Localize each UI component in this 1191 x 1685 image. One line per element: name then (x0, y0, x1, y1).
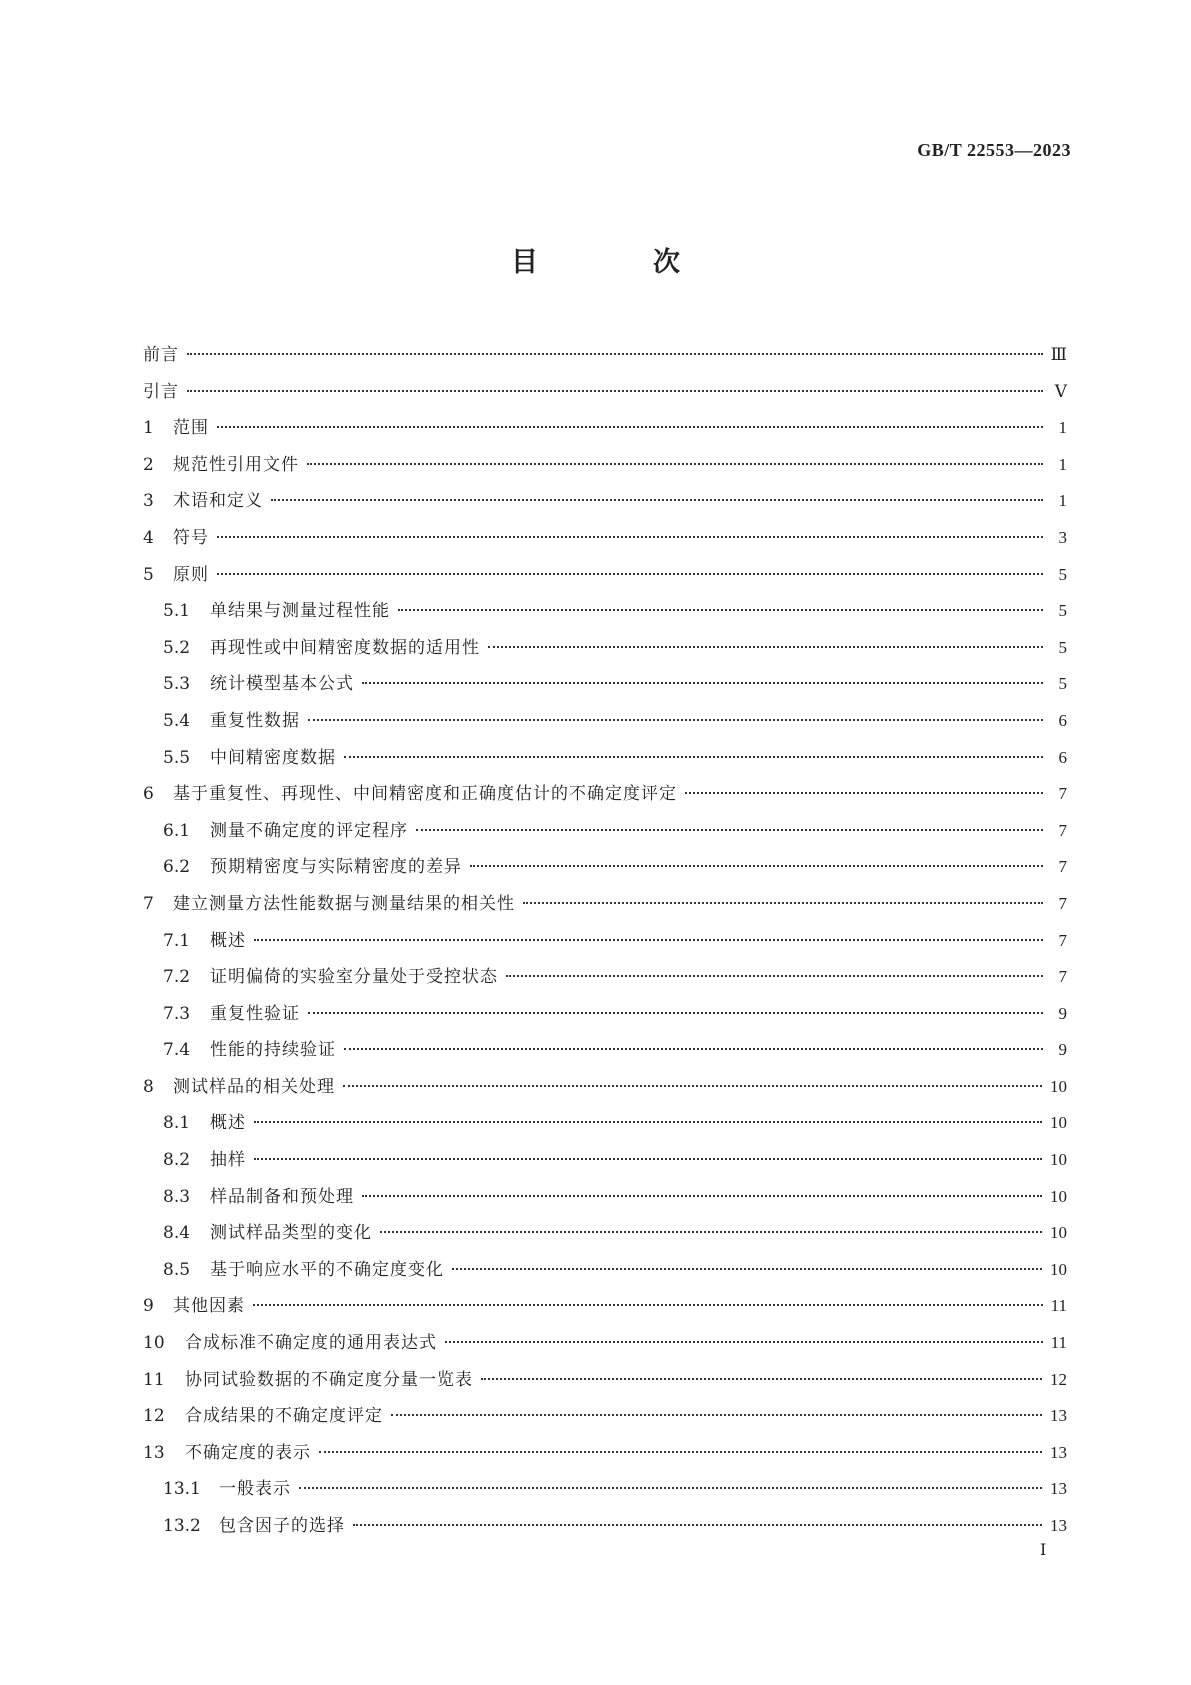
toc-entry-label: 其他因素 (173, 1296, 245, 1317)
toc-entry[interactable] (143, 1365, 1067, 1402)
toc-entry-label: 基于响应水平的不确定度变化 (210, 1259, 444, 1280)
toc-entry-label: 术语和定义 (173, 491, 263, 512)
toc-entry-label: 证明偏倚的实验室分量处于受控状态 (210, 967, 498, 988)
toc-entry[interactable] (143, 1218, 1067, 1255)
toc-entry-number: 6.1 (163, 820, 191, 841)
toc-entry-page: 5 (1058, 564, 1067, 584)
toc-entry[interactable] (143, 377, 1067, 414)
toc-entry[interactable] (143, 1474, 1067, 1511)
toc-leader-dots (481, 1378, 1042, 1380)
toc-entry-number: 4 (143, 527, 154, 548)
toc-entry[interactable] (143, 413, 1067, 450)
toc-entry[interactable] (143, 1145, 1067, 1182)
toc-entry-number: 11 (143, 1369, 165, 1390)
toc-entry[interactable] (143, 962, 1067, 999)
toc-leader-dots (271, 499, 1043, 501)
toc-entry-page: 6 (1058, 710, 1067, 730)
standard-code: GB/T 22553—2023 (917, 140, 1071, 160)
toc-entry-number: 12 (143, 1406, 165, 1427)
toc-entry-label: 包含因子的选择 (219, 1516, 345, 1536)
toc-entry-page: 10 (1050, 1259, 1067, 1279)
toc-entry-label: 中间精密度数据 (210, 747, 336, 768)
toc-entry-page: 5 (1058, 637, 1067, 657)
toc-entry-page: 13 (1050, 1516, 1067, 1535)
toc-entry-label: 重复性验证 (210, 1003, 300, 1024)
toc-leader-dots (391, 1414, 1042, 1416)
toc-leader-dots (362, 1195, 1042, 1197)
toc-entry-number: 13.2 (163, 1516, 201, 1536)
toc-entry[interactable] (143, 523, 1067, 560)
toc-entry[interactable] (143, 1511, 1067, 1548)
toc-entry-page: 13 (1050, 1479, 1067, 1499)
toc-entry[interactable] (143, 1108, 1067, 1145)
toc-entry-number: 8.1 (163, 1113, 191, 1134)
toc-leader-dots (253, 1304, 1043, 1306)
toc-entry[interactable] (143, 816, 1067, 853)
toc-entry-page: 7 (1058, 784, 1067, 804)
toc-entry-page: 11 (1050, 1333, 1067, 1353)
toc-entry-label: 重复性数据 (210, 710, 300, 731)
toc-entry-number: 5.3 (163, 674, 191, 695)
toc-entry-number: 2 (143, 454, 154, 475)
toc-entry-number: 8.3 (163, 1186, 191, 1207)
toc-entry-label: 原则 (173, 564, 209, 585)
toc-leader-dots (353, 1524, 1042, 1526)
toc-entry[interactable] (143, 596, 1067, 633)
toc-entry-page: 7 (1058, 820, 1067, 840)
toc-entry-label: 符号 (173, 527, 209, 548)
toc-leader-dots (187, 390, 1043, 392)
toc-entry-page: 10 (1050, 1076, 1067, 1096)
toc-entry[interactable] (143, 1072, 1067, 1109)
toc-entry[interactable] (143, 1255, 1067, 1292)
toc-entry-page: 7 (1058, 930, 1067, 950)
toc-entry-page: 12 (1050, 1369, 1067, 1389)
toc-entry-number: 1 (143, 418, 154, 439)
toc-leader-dots (187, 353, 1043, 355)
toc-leader-dots (470, 865, 1043, 867)
toc-leader-dots (380, 1231, 1042, 1233)
toc-entry-label: 统计模型基本公式 (210, 674, 354, 695)
toc-entry-label: 不确定度的表示 (185, 1442, 311, 1463)
toc-entry-page: 7 (1058, 893, 1067, 913)
toc-entry[interactable] (143, 1401, 1067, 1438)
toc-entry-page: 10 (1050, 1223, 1067, 1243)
toc-entry-label: 抽样 (210, 1150, 246, 1171)
toc-entry-number: 8.2 (163, 1150, 191, 1171)
toc-entry-number: 7 (143, 893, 154, 914)
toc-entry-page: 6 (1058, 747, 1067, 767)
toc-leader-dots (362, 682, 1043, 684)
toc-entry[interactable] (143, 633, 1067, 670)
toc-entry[interactable] (143, 1182, 1067, 1219)
toc-entry-number: 7.2 (163, 967, 191, 988)
toc-leader-dots (217, 573, 1043, 575)
toc-entry[interactable] (143, 340, 1067, 377)
toc-leader-dots (344, 756, 1043, 758)
toc-entry-label: 范围 (173, 418, 209, 439)
toc-entry[interactable] (143, 1438, 1067, 1475)
toc-entry-number: 7.3 (163, 1003, 191, 1024)
toc-leader-dots (308, 719, 1043, 721)
toc-entry-number: 8.4 (163, 1223, 191, 1244)
toc-entry-label: 一般表示 (219, 1479, 291, 1500)
toc-leader-dots (488, 646, 1043, 648)
toc-leader-dots (343, 1085, 1042, 1087)
toc-entry-label: 再现性或中间精密度数据的适用性 (210, 637, 480, 658)
toc-leader-dots (308, 1012, 1043, 1014)
toc-entry[interactable] (143, 486, 1067, 523)
toc-leader-dots (217, 426, 1043, 428)
toc-entry-page: 3 (1058, 527, 1067, 547)
toc-entry[interactable] (143, 779, 1067, 816)
toc-entry-label: 预期精密度与实际精密度的差异 (210, 857, 462, 878)
toc-entry-page: Ⅲ (1050, 345, 1067, 364)
toc-entry-number: 13.1 (163, 1479, 201, 1500)
toc-entry-page: 7 (1058, 857, 1067, 877)
toc-entry-label: 概述 (210, 1113, 246, 1134)
toc-entry-number: 5.4 (163, 710, 191, 731)
toc-leader-dots (685, 792, 1043, 794)
toc-entry[interactable] (143, 706, 1067, 743)
toc-entry-label: 合成结果的不确定度评定 (185, 1406, 383, 1427)
toc-entry-number: 5 (143, 564, 154, 585)
toc-entry-number: 13 (143, 1442, 165, 1463)
toc-entry[interactable] (143, 743, 1067, 780)
toc-entry-label: 协同试验数据的不确定度分量一览表 (185, 1369, 473, 1390)
toc-entry-page: 5 (1058, 674, 1067, 694)
toc-entry-number: 5.1 (163, 601, 191, 622)
toc-entry-label: 建立测量方法性能数据与测量结果的相关性 (173, 893, 515, 914)
toc-leader-dots (254, 939, 1043, 941)
toc-leader-dots (254, 1121, 1042, 1123)
toc-entry-number: 8 (143, 1076, 154, 1097)
page-number: Ⅰ (1040, 1542, 1047, 1559)
toc-entry[interactable] (143, 450, 1067, 487)
toc-leader-dots (319, 1451, 1042, 1453)
table-of-contents (143, 340, 1067, 1548)
toc-entry[interactable] (143, 999, 1067, 1036)
toc-leader-dots (299, 1487, 1042, 1489)
toc-entry-page: 13 (1050, 1442, 1067, 1462)
toc-entry-label: 测试样品类型的变化 (210, 1223, 372, 1244)
toc-entry-page: 1 (1058, 454, 1067, 474)
toc-leader-dots (398, 609, 1043, 611)
toc-entry[interactable] (143, 669, 1067, 706)
toc-entry-number: 6.2 (163, 857, 191, 878)
toc-entry-number: 5.5 (163, 747, 191, 768)
toc-entry-label: 样品制备和预处理 (210, 1186, 354, 1207)
toc-entry-label: 引言 (143, 381, 179, 402)
toc-entry[interactable] (143, 1328, 1067, 1365)
toc-entry-page: 13 (1050, 1406, 1067, 1426)
toc-entry-label: 基于重复性、再现性、中间精密度和正确度估计的不确定度评定 (173, 784, 677, 805)
toc-leader-dots (344, 1048, 1043, 1050)
toc-entry-page: 1 (1058, 491, 1067, 511)
toc-entry-page: 9 (1058, 1003, 1067, 1023)
toc-entry[interactable] (143, 889, 1067, 926)
toc-entry-number: 5.2 (163, 637, 191, 658)
toc-entry-number: 10 (143, 1333, 165, 1354)
toc-entry-number: 7.1 (163, 930, 191, 951)
toc-entry-label: 概述 (210, 930, 246, 951)
toc-entry-page: 7 (1058, 967, 1067, 987)
toc-entry-label: 规范性引用文件 (173, 454, 299, 475)
toc-entry-label: 前言 (143, 345, 179, 365)
toc-entry-page: 10 (1050, 1150, 1067, 1170)
toc-entry-number: 3 (143, 491, 154, 512)
toc-leader-dots (217, 536, 1043, 538)
toc-entry-label: 单结果与测量过程性能 (210, 601, 390, 622)
toc-entry[interactable] (143, 852, 1067, 889)
toc-entry[interactable] (143, 1035, 1067, 1072)
toc-entry-label: 合成标准不确定度的通用表达式 (185, 1333, 437, 1354)
toc-entry-number: 9 (143, 1296, 154, 1317)
toc-entry-page: 10 (1050, 1113, 1067, 1133)
toc-leader-dots (445, 1341, 1043, 1343)
toc-entry-number: 6 (143, 784, 154, 805)
toc-leader-dots (416, 829, 1043, 831)
toc-leader-dots (523, 902, 1043, 904)
toc-entry-page: Ⅴ (1054, 381, 1067, 401)
toc-leader-dots (254, 1158, 1042, 1160)
toc-entry-page: 5 (1058, 601, 1067, 621)
toc-entry[interactable] (143, 926, 1067, 963)
toc-entry-label: 性能的持续验证 (210, 1040, 336, 1061)
toc-leader-dots (307, 463, 1043, 465)
toc-entry[interactable] (143, 560, 1067, 597)
toc-leader-dots (452, 1268, 1042, 1270)
toc-entry-page: 1 (1058, 418, 1067, 438)
toc-entry-page: 9 (1058, 1040, 1067, 1060)
toc-leader-dots (506, 975, 1043, 977)
toc-entry-page: 11 (1050, 1296, 1067, 1316)
toc-title: 目 次 (511, 247, 724, 278)
toc-entry-number: 7.4 (163, 1040, 191, 1061)
toc-entry[interactable] (143, 1291, 1067, 1328)
toc-entry-label: 测试样品的相关处理 (173, 1076, 335, 1097)
toc-entry-page: 10 (1050, 1186, 1067, 1206)
toc-entry-label: 测量不确定度的评定程序 (210, 820, 408, 841)
toc-entry-number: 8.5 (163, 1259, 191, 1280)
